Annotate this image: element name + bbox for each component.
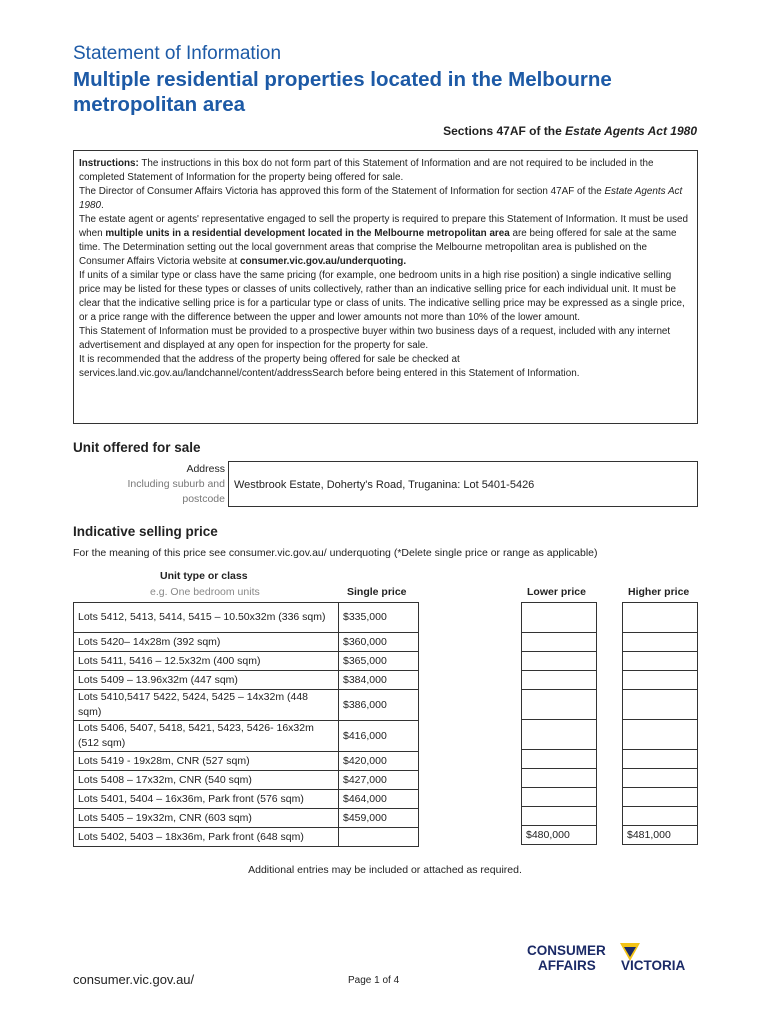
svg-text:VICTORIA: VICTORIA <box>621 958 686 973</box>
table-row <box>522 769 597 788</box>
table-row <box>522 807 597 826</box>
higher-price-cell[interactable] <box>623 633 698 652</box>
table-row <box>623 633 698 652</box>
lower-price-cell[interactable] <box>522 807 597 826</box>
document-kicker: Statement of Information <box>73 43 282 64</box>
table-row <box>522 690 597 720</box>
higher-price-cell[interactable] <box>623 671 698 690</box>
higher-price-cell[interactable] <box>623 807 698 826</box>
table-row <box>522 720 597 750</box>
table-row <box>74 809 419 828</box>
single-price-cell[interactable]: $360,000 <box>339 633 419 652</box>
unit-type-cell[interactable]: Lots 5401, 5404 – 16x36m, Park front (576 sqm) <box>74 790 339 809</box>
unit-type-cell[interactable]: Lots 5402, 5403 – 18x36m, Park front (648 sqm) <box>74 828 339 847</box>
higher-price-header: Higher price <box>628 586 690 598</box>
unit-type-cell[interactable]: Lots 5408 – 17x32m, CNR (540 sqm) <box>74 771 339 790</box>
unit-type-cell[interactable]: Lots 5410,5417 5422, 5424, 5425 – 14x32m (448 sqm) <box>74 690 339 721</box>
lower-price-cell[interactable] <box>522 633 597 652</box>
unit-type-cell[interactable]: Lots 5406, 5407, 5418, 5421, 5423, 5426- 16x32m (512 sqm) <box>74 721 339 752</box>
higher-price-cell[interactable] <box>623 652 698 671</box>
table-row <box>623 769 698 788</box>
table-row <box>522 750 597 769</box>
higher-price-cell[interactable] <box>623 788 698 807</box>
lower-price-cell[interactable] <box>522 720 597 750</box>
page-number: Page 1 of 4 <box>348 975 400 986</box>
lower-price-cell[interactable] <box>522 788 597 807</box>
single-price-cell[interactable]: $384,000 <box>339 671 419 690</box>
lower-price-cell[interactable] <box>522 690 597 720</box>
single-price-cell[interactable]: $427,000 <box>339 771 419 790</box>
unit-offered-heading: Unit offered for sale <box>73 440 201 455</box>
table-row <box>74 790 419 809</box>
svg-text:AFFAIRS: AFFAIRS <box>538 958 596 973</box>
instructions-para-3: The estate agent or agents' representative engaged to sell the property is required to prepare this Statement of Information. It must be used when multiple units in a residential development located in the Melbourne metropolitan area are being offered for sale at the same time. The Determination setting out the local government areas that comprise the Melbourne metropolitan area is published on the Consumer Affairs Victoria website at consumer.vic.gov.au/underquoting. <box>79 214 689 267</box>
table-row <box>74 633 419 652</box>
price-note: For the meaning of this price see consumer.vic.gov.au/ underquoting (*Delete single price or range as applicable) <box>73 547 598 559</box>
lower-price-cell[interactable] <box>522 769 597 788</box>
document-title: Multiple residential properties located in the Melbourne metropolitan area <box>73 68 612 116</box>
instructions-para-5: This Statement of Information must be provided to a prospective buyer within two business days of a request, included with any internet advertisement and displayed at any open for inspection for the property for sale. <box>79 326 671 351</box>
unit-type-example: e.g. One bedroom units <box>150 586 260 598</box>
address-label: Address Including suburb and postcode <box>127 463 225 505</box>
instructions-para-1: Instructions: The instructions in this box do not form part of this Statement of Information and are not required to be included in the completed Statement of Information for the property being offered for sale. <box>79 158 654 183</box>
lower-price-cell[interactable]: $480,000 <box>522 826 597 845</box>
unit-type-cell[interactable]: Lots 5411, 5416 – 12.5x32m (400 sqm) <box>74 652 339 671</box>
higher-price-cell[interactable] <box>623 603 698 633</box>
higher-price-cell[interactable] <box>623 750 698 769</box>
table-row <box>74 721 419 752</box>
svg-text:CONSUMER: CONSUMER <box>527 943 606 958</box>
unit-type-cell[interactable]: Lots 5412, 5413, 5414, 5415 – 10.50x32m (336 sqm) <box>74 603 339 633</box>
lower-price-table <box>521 602 597 845</box>
instructions-para-6: It is recommended that the address of the property being offered for sale be checked at services.land.vic.gov.au/landchannel/content/addressSearch before being entered in this Statement of Information. <box>79 354 580 379</box>
instructions-para-4: If units of a similar type or class have the same pricing (for example, one bedroom units in a high rise position) a single indicative selling price may be listed for these types or classes of units collectively, rather than an indicative selling price for each individual unit. It must be clear that the indicative selling price is for a particular type or class of units. The indicative selling price may be expressed as a single price, or a price range with the difference between the upper and lower amounts not more than 10% of the lower amount. <box>79 270 685 323</box>
table-row <box>623 750 698 769</box>
single-price-cell[interactable]: $416,000 <box>339 721 419 752</box>
legislation-reference: Sections 47AF of the Estate Agents Act 1980 <box>443 124 697 138</box>
higher-price-cell[interactable] <box>623 720 698 750</box>
single-price-cell[interactable]: $459,000 <box>339 809 419 828</box>
table-row <box>522 671 597 690</box>
single-price-cell[interactable] <box>339 828 419 847</box>
single-price-header: Single price <box>347 586 407 598</box>
lower-price-cell[interactable] <box>522 603 597 633</box>
instructions-para-2: The Director of Consumer Affairs Victoria has approved this form of the Statement of Information for section 47AF of the Estate Agents Act 1980. <box>79 186 683 211</box>
lower-price-header: Lower price <box>527 586 586 598</box>
table-row <box>522 633 597 652</box>
single-price-cell[interactable]: $365,000 <box>339 652 419 671</box>
underquoting-link[interactable]: consumer.vic.gov.au/underquoting. <box>240 256 407 267</box>
higher-price-cell[interactable] <box>623 769 698 788</box>
lower-price-cell[interactable] <box>522 652 597 671</box>
table-row <box>74 652 419 671</box>
additional-entries-note: Additional entries may be included or attached as required. <box>248 864 522 876</box>
table-row <box>74 752 419 771</box>
table-row <box>74 671 419 690</box>
table-row <box>522 826 597 845</box>
instructions-box <box>73 150 698 424</box>
table-row <box>623 690 698 720</box>
table-row <box>74 603 419 633</box>
single-price-cell[interactable]: $464,000 <box>339 790 419 809</box>
unit-type-cell[interactable]: Lots 5409 – 13.96x32m (447 sqm) <box>74 671 339 690</box>
higher-price-cell[interactable] <box>623 690 698 720</box>
unit-price-table <box>73 602 419 847</box>
table-row <box>623 720 698 750</box>
table-row <box>623 788 698 807</box>
unit-type-cell[interactable]: Lots 5419 - 19x28m, CNR (527 sqm) <box>74 752 339 771</box>
act-name: Estate Agents Act 1980 <box>565 124 697 138</box>
footer-url[interactable]: consumer.vic.gov.au/ <box>73 972 195 987</box>
table-row <box>623 807 698 826</box>
table-row <box>623 603 698 633</box>
lower-price-cell[interactable] <box>522 671 597 690</box>
single-price-cell[interactable]: $420,000 <box>339 752 419 771</box>
unit-type-cell[interactable]: Lots 5420– 14x28m (392 sqm) <box>74 633 339 652</box>
indicative-price-heading: Indicative selling price <box>73 524 218 539</box>
higher-price-cell[interactable]: $481,000 <box>623 826 698 845</box>
higher-price-table <box>622 602 698 845</box>
table-row <box>74 828 419 847</box>
table-row <box>74 690 419 721</box>
table-row <box>522 788 597 807</box>
single-price-cell[interactable]: $335,000 <box>339 603 419 633</box>
unit-type-header: Unit type or class <box>160 570 248 582</box>
table-row <box>623 826 698 845</box>
lower-price-cell[interactable] <box>522 750 597 769</box>
table-row <box>623 652 698 671</box>
table-row <box>74 771 419 790</box>
table-row <box>623 671 698 690</box>
consumer-affairs-victoria-logo <box>527 941 707 981</box>
unit-type-cell[interactable]: Lots 5405 – 19x32m, CNR (603 sqm) <box>74 809 339 828</box>
address-field[interactable]: Westbrook Estate, Doherty's Road, Truganina: Lot 5401-5426 <box>228 461 698 507</box>
table-row <box>522 603 597 633</box>
single-price-cell[interactable]: $386,000 <box>339 690 419 721</box>
table-row <box>522 652 597 671</box>
